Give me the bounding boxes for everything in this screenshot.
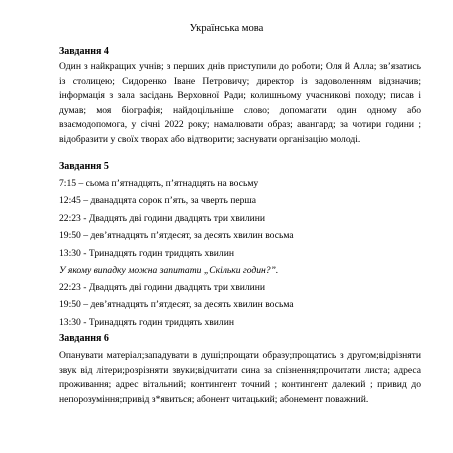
time-line: 22:23 - Двадцять дві години двадцять три хвилини [59,213,266,224]
task4-text: Один з найкращих учнів; з перших днів приступили до роботи; Оля й Алла; зв’язатись із столицею; Сидоренко Іване Петровичу; директор із задоволенням відзначив; інформація з зала засідань Верховної Ради; колишньому учасникові походу; писав і думав; моя біографія; найдоцільніше слово; допомагати один одному або взаємодопомога, у січні 2022 року; намалювати образ; авангард; за чотири години ; відобразити у своїх творах або відтворити; заснувати організацію молоді. [59,61,421,145]
document-title: Українська мова [189,23,264,34]
task5-question: У якому випадку можна запитати „Скільки годин?”. [59,265,279,276]
time-line: 13:30 - Тринадцять годин тридцять хвилин [59,317,234,328]
time-line: 19:50 – дев’ятнадцять п’ятдесят, за десять хвилин восьма [59,230,294,241]
time-line: 7:15 – сьома п’ятнадцять, п’ятнадцять на восьму [59,178,259,189]
time-line: 12:45 – дванадцята сорок п’ять, за чверть перша [59,195,257,206]
task6-text: Опанувати матеріал;западувати в душі;прощати образу;прощатись з другом;відрізняти звук від літери;розрізняти звуки;відчитати сина за спізнення;прочитати листа; адреса проживання; адрес вітальний; контингент точний ; контингент далекий ; привид до непорозуміння;привід з*явиться; абонент читацький; абонемент поважний. [59,350,421,405]
task4-heading: Завдання 4 [59,46,109,57]
task5-heading: Завдання 5 [59,161,109,172]
time-line: 22:23 - Двадцять дві години двадцять три хвилини [59,282,266,293]
time-line: 13:30 - Тринадцять годин тридцять хвилин [59,248,234,259]
time-line: 19:50 – дев’ятнадцять п’ятдесят, за десять хвилин восьма [59,299,294,310]
task6-heading: Завдання 6 [59,333,109,344]
